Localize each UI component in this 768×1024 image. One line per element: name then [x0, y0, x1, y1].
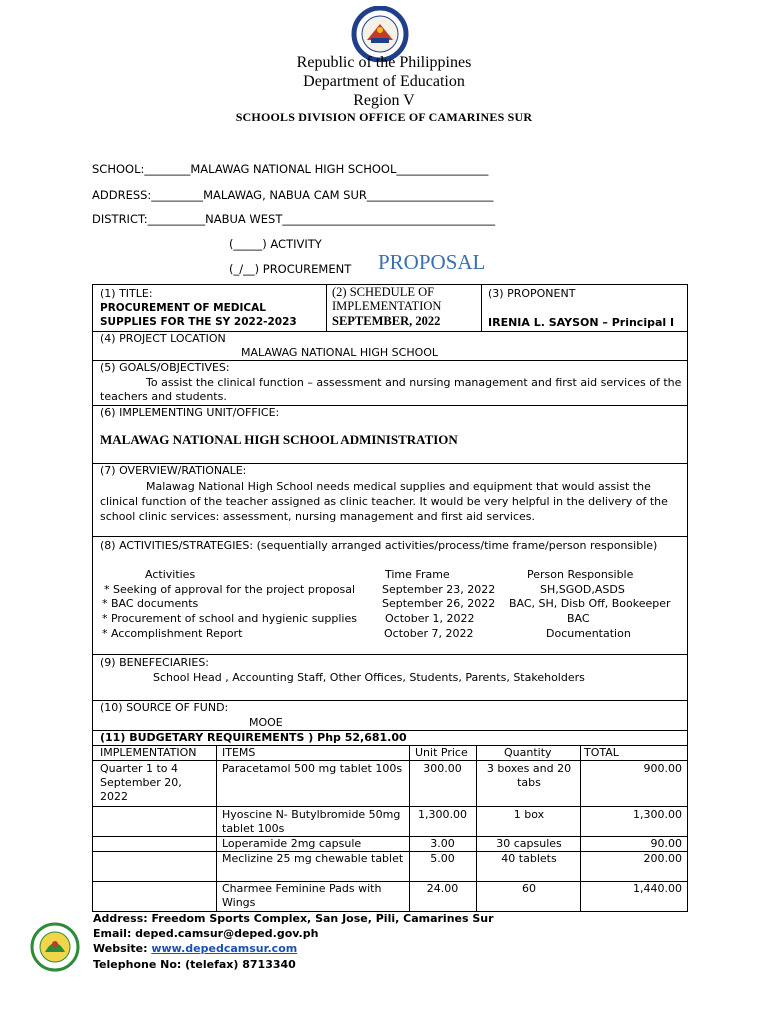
footer-website-label: Website: — [93, 942, 152, 955]
activities-label: (8) ACTIVITIES/STRATEGIES: (sequentially arranged activities/process/time frame/person responsible) — [100, 539, 658, 552]
header-department: Department of Education — [303, 73, 465, 90]
district-field — [92, 212, 495, 226]
time-frame-header: Time Frame — [385, 568, 450, 581]
school-value: MALAWAG NATIONAL HIGH SCHOOL________________ — [190, 162, 489, 176]
budget-row-5-price: 24.00 — [426, 882, 459, 895]
division-seal-logo — [30, 922, 80, 972]
school-label: SCHOOL:________ — [92, 162, 191, 176]
activity-checkbox-label: (_____) ACTIVITY — [229, 237, 322, 251]
footer-address: Address: Freedom Sports Complex, San Jose, Pili, Camarines Sur — [93, 912, 494, 925]
budget-row-4-total: 200.00 — [643, 852, 682, 865]
address-field — [92, 188, 493, 202]
budget-row-1-implementation: Quarter 1 to 4 September 20, 2022 — [100, 762, 182, 803]
unit-label: (6) IMPLEMENTING UNIT/OFFICE: — [100, 406, 280, 419]
footer-email: Email: deped.camsur@deped.gov.ph — [93, 927, 319, 940]
budget-row-2-qty: 1 box — [513, 808, 545, 821]
activity-1-person: SH,SGOD,ASDS — [540, 583, 625, 596]
header-republic: Republic of the Philippines — [296, 54, 472, 71]
budget-header-total: TOTAL — [584, 746, 619, 759]
location-label: (4) PROJECT LOCATION — [100, 332, 226, 345]
budget-header-unit-price: Unit Price — [415, 746, 468, 759]
budget-row-1-total: 900.00 — [643, 762, 682, 775]
overview-label: (7) OVERVIEW/RATIONALE: — [100, 464, 247, 477]
goals-value: To assist the clinical function – assessment and nursing management and first aid services of the teachers and students. — [100, 376, 682, 403]
activity-1-time: September 23, 2022 — [382, 583, 496, 596]
proponent-value: IRENIA L. SAYSON – Principal I — [488, 316, 675, 329]
activity-2-time: September 26, 2022 — [382, 597, 496, 610]
header-region: Region V — [353, 92, 415, 109]
overview-value: Malawag National High School needs medical supplies and equipment that would assist the clinical function of the teacher assigned as clinic teacher. It would be very helpful in the delivery of the school clinic services: assessment, nursing management and first aid services. — [100, 480, 668, 523]
activity-4-time: October 7, 2022 — [384, 627, 474, 640]
budget-row-2-total: 1,300.00 — [633, 808, 682, 821]
activity-2-person: BAC, SH, Disb Off, Bookeeper — [509, 597, 671, 610]
budget-row-1-qty: 3 boxes and 20 tabs — [486, 762, 572, 789]
budget-row-4-qty: 40 tablets — [501, 852, 557, 865]
budget-label: (11) BUDGETARY REQUIREMENTS ) Php 52,681.00 — [100, 731, 407, 744]
district-label: DISTRICT:__________ — [92, 212, 206, 226]
budget-row-1-item: Paracetamol 500 mg tablet 100s — [222, 762, 403, 775]
activity-4-person: Documentation — [546, 627, 631, 640]
schedule-label: (2) SCHEDULE OF IMPLEMENTATION — [332, 285, 442, 313]
budget-row-5-qty: 60 — [522, 882, 536, 895]
budget-header-implementation: IMPLEMENTATION — [100, 746, 197, 759]
budget-row-4-item: Meclizine 25 mg chewable tablet — [222, 852, 404, 865]
activity-2: * BAC documents — [102, 597, 199, 610]
budget-row-3-qty: 30 capsules — [496, 837, 562, 850]
budget-row-3-total: 90.00 — [650, 837, 682, 850]
procurement-checkbox-label: (_/__) PROCUREMENT — [229, 262, 352, 276]
district-value: NABUA WEST_____________________________________ — [205, 212, 496, 226]
title-value: PROCUREMENT OF MEDICAL SUPPLIES FOR THE SY 2022-2023 — [100, 302, 297, 328]
schedule-value: SEPTEMBER, 2022 — [332, 314, 441, 328]
activities-header: Activities — [145, 568, 196, 581]
footer-website — [93, 942, 297, 955]
proposal-title: PROPOSAL — [378, 250, 486, 274]
budget-row-5-total: 1,440.00 — [633, 882, 682, 895]
activity-4: * Accomplishment Report — [102, 627, 243, 640]
activity-3-person: BAC — [567, 612, 590, 625]
location-value: MALAWAG NATIONAL HIGH SCHOOL — [241, 346, 439, 359]
budget-row-3-price: 3.00 — [430, 837, 455, 850]
goals-label: (5) GOALS/OBJECTIVES: — [100, 361, 230, 374]
website-link[interactable]: www.depedcamsur.com — [151, 942, 298, 955]
unit-value: MALAWAG NATIONAL HIGH SCHOOL ADMINISTRATION — [100, 432, 458, 447]
fund-value: MOOE — [249, 716, 283, 729]
person-responsible-header: Person Responsible — [527, 568, 634, 581]
beneficiaries-label: (9) BENEFECIARIES: — [100, 656, 210, 669]
budget-header-items: ITEMS — [222, 746, 256, 759]
header-division-office: SCHOOLS DIVISION OFFICE OF CAMARINES SUR — [235, 110, 533, 124]
school-field — [92, 162, 488, 176]
budget-row-2-price: 1,300.00 — [418, 808, 467, 821]
budget-row-2-item: Hyoscine N- Butylbromide 50mg tablet 100s — [222, 808, 401, 835]
address-value: MALAWAG, NABUA CAM SUR______________________ — [203, 188, 494, 202]
budget-row-5-item: Charmee Feminine Pads with Wings — [222, 882, 382, 909]
address-label: ADDRESS:_________ — [92, 188, 204, 202]
budget-header-quantity: Quantity — [504, 746, 552, 759]
footer-telephone: Telephone No: (telefax) 8713340 — [93, 958, 296, 971]
budget-row-4-price: 5.00 — [430, 852, 455, 865]
proponent-label: (3) PROPONENT — [488, 287, 576, 300]
fund-label: (10) SOURCE OF FUND: — [100, 701, 229, 714]
beneficiaries-value: School Head , Accounting Staff, Other Offices, Students, Parents, Stakeholders — [153, 671, 585, 684]
budget-row-1-price: 300.00 — [423, 762, 462, 775]
budget-row-3-item: Loperamide 2mg capsule — [222, 837, 362, 850]
title-label: (1) TITLE: — [100, 287, 153, 300]
activity-1: * Seeking of approval for the project proposal — [104, 583, 356, 596]
activity-3-time: October 1, 2022 — [385, 612, 475, 625]
activity-3: * Procurement of school and hygienic supplies — [102, 612, 357, 625]
